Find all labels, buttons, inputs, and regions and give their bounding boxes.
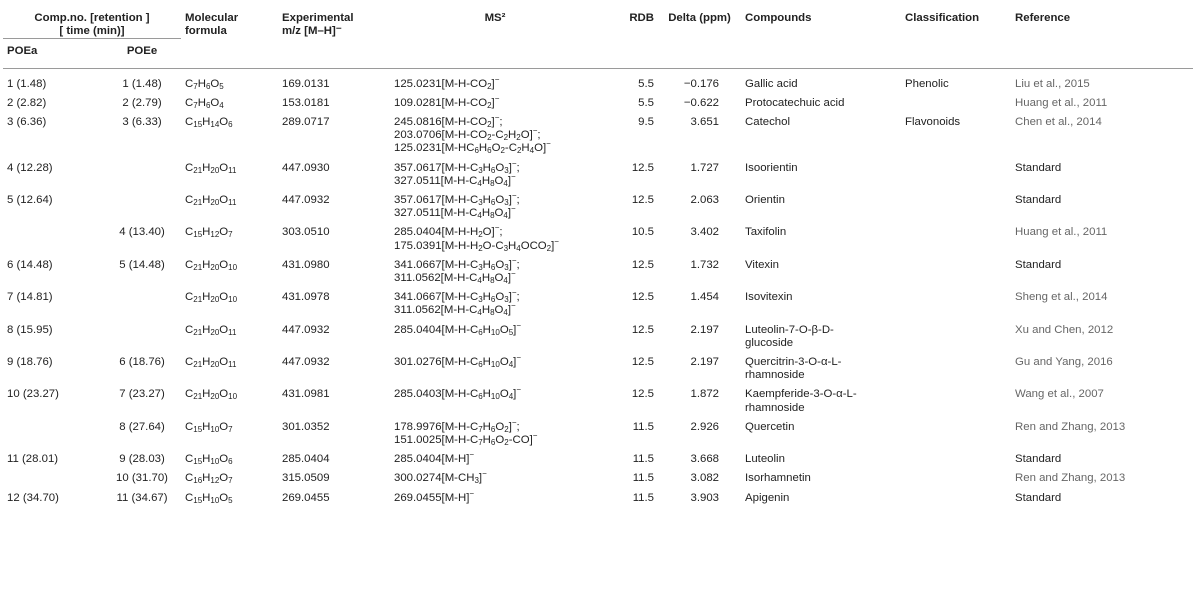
table-row [3,450,1193,469]
cell-mz: 285.0404 [282,453,330,466]
cell-compound: Orientin [745,194,785,207]
cell-poea: 3 (6.36) [7,116,47,129]
cell-delta: −0.176 [683,77,720,90]
cell-compound: Vitexin [745,258,779,271]
cell-rdb: 12.5 [631,194,655,207]
cell-poea: 2 (2.82) [7,96,47,109]
cell-poee: 10 (31.70) [116,472,168,485]
cell-ms2 [390,489,600,508]
table-row [3,321,1193,353]
cell-reference: Gu and Yang, 2016 [1015,356,1113,369]
cell-reference: Standard [1015,453,1062,466]
ms2-fragment: $341.0667[M-H-C_3H_6O_3]^-$; [394,288,520,305]
cell-mz: 153.0181 [282,96,330,109]
cell-mz: 447.0930 [282,161,330,174]
ms2-fragment: 285.0404[M-H]− [394,450,475,466]
cell-poee: 6 (18.76) [119,356,165,369]
cell-compound: Quercetin [745,420,795,433]
cell-reference: Huang et al., 2011 [1015,96,1108,109]
cell-reference: Huang et al., 2011 [1015,226,1108,239]
cell-mz: 289.0717 [282,116,330,129]
cell-compound: Apigenin [745,491,790,504]
cell-mz: 269.0455 [282,491,330,504]
cell-ms2 [390,223,600,255]
cell-poea: 11 (28.01) [7,453,59,466]
header-ms2: MS² [484,12,506,24]
cell-delta: 3.903 [690,491,720,504]
cell-formula: $C_{21}H_{20}O_{11}$ [185,356,237,370]
cell-rdb: 12.5 [631,258,655,271]
ms2-fragment: $245.0816[M-H-CO_2]^-$; [394,113,503,130]
cell-poea [3,418,103,450]
table-row [3,469,1193,488]
cell-delta: 2.063 [690,194,720,207]
cell-formula: $C_7H_6O_5$ [185,77,224,91]
cell-classification [901,223,1011,255]
header-formula: Molecular formula [185,12,239,38]
cell-delta: 3.651 [690,116,720,129]
cell-mz: 169.0131 [282,77,330,90]
cell-compound: Isovitexin [745,291,793,304]
cell-delta: 2.197 [690,323,720,336]
cell-classification [901,385,1011,417]
ms2-fragment: $125.0231[M-H-CO_2]^-$ [394,74,500,91]
cell-mz: 315.0509 [282,472,330,485]
cell-poea: 10 (23.27) [7,388,59,401]
cell-classification [901,489,1011,508]
cell-compound: Catechol [745,116,790,129]
cell-poea: 6 (14.48) [7,258,53,271]
ms2-fragment: $327.0511[M-H-C_4H_8O_4]^-$ [394,171,516,188]
cell-poee: 11 (34.67) [116,491,168,504]
ms2-fragment: $178.9976[M-H-C_7H_6O_2]^-$; [394,417,520,434]
cell-rdb: 12.5 [631,323,655,336]
cell-formula: $C_{21}H_{20}O_{11}$ [185,194,237,208]
cell-reference: Standard [1015,161,1062,174]
ms2-fragment: $357.0617[M-H-C_3H_6O_3]^-$; [394,191,520,208]
cell-formula: $C_{16}H_{12}O_7$ [185,472,233,486]
cell-ms2 [390,288,600,320]
cell-rdb: 11.5 [632,472,655,485]
header-mz: Experimental m/z [M–H]⁻ [282,12,354,38]
cell-compound: Kaempferide-3-O-α-L- rhamnoside [745,388,857,414]
cell-ms2 [390,321,600,353]
ms2-fragment: $327.0511[M-H-C_4H_8O_4]^-$ [394,204,516,221]
cell-rdb: 9.5 [638,116,655,129]
ms2-fragment: $301.0276[M-H-C_6H_{10}O_4]^-$ [394,353,521,370]
cell-mz: 301.0352 [282,420,330,433]
cell-compound: Gallic acid [745,77,798,90]
cell-poea: 8 (15.95) [7,323,53,336]
cell-formula: $C_{15}H_{12}O_7$ [185,226,233,240]
cell-classification [901,288,1011,320]
table-row [3,68,1193,94]
cell-delta: 1.454 [690,291,720,304]
cell-reference: Xu and Chen, 2012 [1015,323,1114,336]
cell-rdb: 5.5 [638,96,655,109]
table-row [3,94,1193,113]
cell-formula: $C_{15}H_{10}O_6$ [185,453,233,467]
cell-rdb: 5.5 [638,77,655,90]
cell-delta: −0.622 [683,96,720,109]
cell-compound: Isorhamnetin [745,472,811,485]
cell-poee: 9 (28.03) [119,453,165,466]
cell-ms2 [390,256,600,288]
ms2-fragment: $203.0706[M-H-CO_2-C_2H_2O]^-$; [394,126,541,143]
compounds-table [3,0,1193,508]
cell-delta: 1.727 [690,161,720,174]
cell-compound: Quercitrin-3-O-α-L- rhamnoside [745,356,842,382]
cell-classification [901,159,1011,191]
cell-rdb: 11.5 [632,491,655,504]
cell-ms2 [390,418,600,450]
cell-poee: 4 (13.40) [119,226,165,239]
cell-poee: 7 (23.27) [119,388,165,401]
cell-mz: 431.0978 [282,291,330,304]
cell-poea: 4 (12.28) [7,161,53,174]
cell-formula: $C_{21}H_{20}O_{11}$ [185,161,237,175]
ms2-fragment: $285.0403[M-H-C_6H_{10}O_4]^-$ [394,385,521,402]
cell-ms2 [390,353,600,385]
cell-mz: 447.0932 [282,356,330,369]
cell-mz: 431.0981 [282,388,330,401]
cell-formula: $C_{15}H_{14}O_6$ [185,116,233,130]
cell-classification [901,353,1011,385]
cell-formula: $C_{15}H_{10}O_7$ [185,420,233,434]
ms2-fragment: $175.0391[M-H-H_2O-C_3H_4OCO_2]^-$ [394,236,559,253]
cell-poee: 5 (14.48) [119,258,165,271]
cell-reference: Chen et al., 2014 [1015,116,1102,129]
header-poee: POEe [103,39,181,68]
table-body [3,68,1193,508]
cell-classification: Flavonoids [905,116,961,129]
cell-delta: 1.872 [690,388,720,401]
header-rdb: RDB [629,12,655,24]
cell-classification: Phenolic [905,77,949,90]
cell-compound: Luteolin-7-O-β-D- glucoside [745,323,834,349]
header-delta: Delta (ppm) [668,12,731,24]
cell-formula: $C_{21}H_{20}O_{11}$ [185,323,237,337]
cell-compound: Isoorientin [745,161,798,174]
ms2-fragment: $341.0667[M-H-C_3H_6O_3]^-$; [394,255,520,272]
cell-compound: Taxifolin [745,226,787,239]
ms2-fragment: 269.0455[M-H]− [394,488,475,504]
ms2-fragment: $109.0281[M-H-CO_2]^-$ [394,93,500,110]
table-row [3,418,1193,450]
cell-poea: 7 (14.81) [7,291,53,304]
cell-delta: 3.082 [690,472,720,485]
cell-delta: 3.668 [690,453,720,466]
cell-poee [103,288,181,320]
header-compounds: Compounds [745,12,812,24]
cell-reference: Sheng et al., 2014 [1015,291,1108,304]
cell-ms2 [390,191,600,223]
cell-formula: $C_7H_6O_4$ [185,96,224,110]
cell-rdb: 12.5 [631,388,655,401]
ms2-fragment: $285.0404[M-H-H_2O]^-$; [394,223,503,240]
cell-formula: $C_{21}H_{20}O_{10}$ [185,258,238,272]
ms2-fragment: $357.0617[M-H-C_3H_6O_3]^-$; [394,158,520,175]
table-row [3,353,1193,385]
cell-reference: Ren and Zhang, 2013 [1015,472,1126,485]
cell-classification [901,418,1011,450]
cell-poea: 1 (1.48) [7,77,47,90]
cell-poee [103,191,181,223]
cell-rdb: 11.5 [632,420,655,433]
cell-compound: Luteolin [745,453,785,466]
cell-reference: Standard [1015,491,1062,504]
cell-reference: Ren and Zhang, 2013 [1015,420,1126,433]
cell-classification [901,191,1011,223]
cell-ms2 [390,94,600,113]
cell-rdb: 12.5 [631,161,655,174]
cell-classification [901,256,1011,288]
cell-poee: 3 (6.33) [122,116,162,129]
cell-rdb: 11.5 [632,453,655,466]
cell-poea: 5 (12.64) [7,194,53,207]
table-row [3,489,1193,508]
cell-poea [3,223,103,255]
cell-classification [901,94,1011,113]
header-classification: Classification [905,12,980,24]
cell-delta: 2.197 [690,356,720,369]
cell-poee: 8 (27.64) [119,420,165,433]
cell-poee [103,159,181,191]
cell-classification [901,321,1011,353]
table-row [3,223,1193,255]
cell-rdb: 10.5 [631,226,655,239]
cell-mz: 431.0980 [282,258,330,271]
cell-reference: Wang et al., 2007 [1015,388,1104,401]
cell-mz: 303.0510 [282,226,330,239]
cell-reference: Standard [1015,194,1062,207]
cell-delta: 1.732 [690,258,720,271]
cell-compound: Protocatechuic acid [745,96,845,109]
ms2-fragment: $311.0562[M-H-C_4H_8O_4]^-$ [394,301,516,318]
header-poea: POEa [3,39,103,68]
cell-poea: 12 (34.70) [7,491,59,504]
table-row [3,159,1193,191]
table-row [3,288,1193,320]
ms2-fragment: $285.0404[M-H-C_6H_{10}O_5]^-$ [394,320,521,337]
ms2-fragment: $151.0025[M-H-C_7H_6O_2-CO]^-$ [394,431,538,448]
cell-poee: 1 (1.48) [122,77,162,90]
cell-mz: 447.0932 [282,323,330,336]
cell-formula: $C_{21}H_{20}O_{10}$ [185,291,238,305]
cell-mz: 447.0932 [282,194,330,207]
cell-classification [901,450,1011,469]
table-row [3,191,1193,223]
table-row [3,385,1193,417]
cell-ms2 [390,113,600,159]
cell-ms2 [390,159,600,191]
cell-ms2 [390,469,600,488]
ms2-fragment: $300.0274[M-CH_3]^-$ [394,469,487,486]
cell-delta: 2.926 [690,420,720,433]
ms2-fragment: $311.0562[M-H-C_4H_8O_4]^-$ [394,269,516,286]
ms2-fragment: $125.0231[M-HC_6H_6O_2-C_2H_4O]^-$ [394,139,551,156]
cell-delta: 3.402 [690,226,720,239]
cell-classification [901,469,1011,488]
cell-ms2 [390,68,600,94]
header-reference: Reference [1015,12,1071,24]
header-comp-no: Comp.no. [retention ] [ time (min)] [34,12,150,38]
cell-rdb: 12.5 [631,291,655,304]
cell-reference: Liu et al., 2015 [1015,77,1090,90]
cell-formula: $C_{21}H_{20}O_{10}$ [185,388,238,402]
cell-reference: Standard [1015,258,1062,271]
cell-ms2 [390,450,600,469]
cell-formula: $C_{15}H_{10}O_5$ [185,491,233,505]
cell-poee [103,321,181,353]
cell-poee: 2 (2.79) [122,96,162,109]
cell-ms2 [390,385,600,417]
table-row [3,113,1193,159]
cell-poea: 9 (18.76) [7,356,53,369]
cell-poea [3,469,103,488]
table-row [3,256,1193,288]
cell-rdb: 12.5 [631,356,655,369]
